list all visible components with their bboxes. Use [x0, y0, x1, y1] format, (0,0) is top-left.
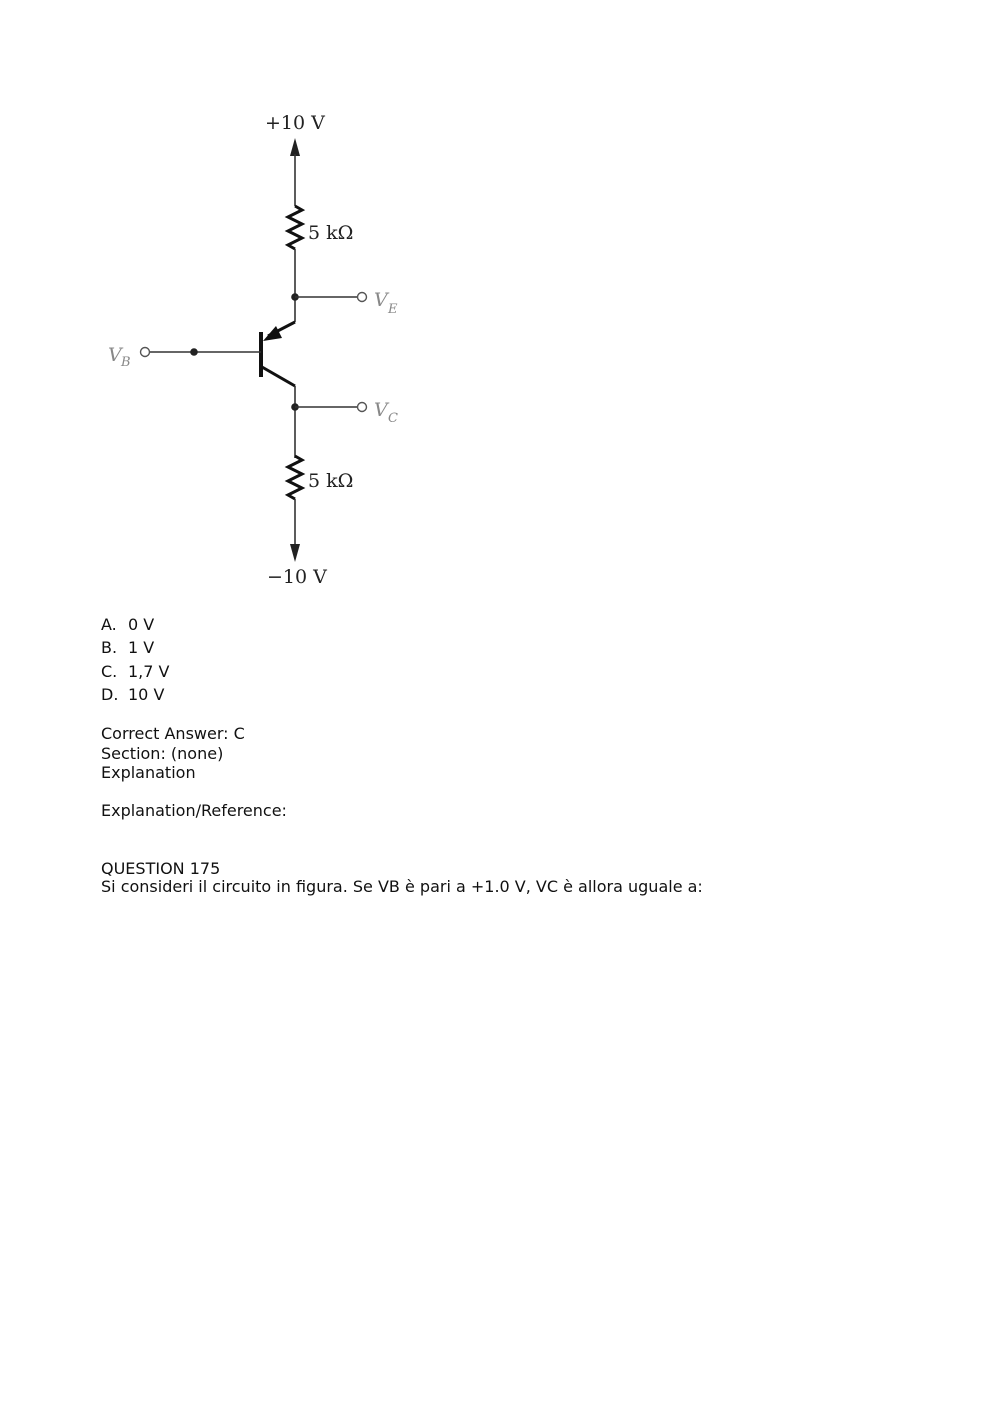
resistor-top	[288, 206, 302, 249]
node-vb-subscript: B	[121, 355, 131, 370]
resistor-bottom	[288, 456, 302, 499]
option-text: 1 V	[128, 638, 155, 658]
supply-bottom-arrow	[290, 544, 300, 562]
option-letter: D.	[101, 684, 119, 704]
section: Section: (none)	[101, 743, 224, 763]
option-c	[101, 660, 169, 683]
option-a	[101, 613, 169, 636]
answer-meta	[101, 724, 245, 783]
transistor-collector-lead	[262, 367, 295, 386]
terminal-vb	[141, 348, 150, 357]
answer-options	[101, 613, 169, 706]
option-letter: B.	[101, 638, 118, 658]
transistor-emitter-arrow	[263, 326, 282, 341]
terminal-ve	[358, 293, 367, 302]
node-vb-label: V	[108, 344, 122, 366]
terminal-vc	[358, 403, 367, 412]
option-text: 1,7 V	[128, 661, 170, 681]
option-text: 10 V	[128, 684, 165, 704]
resistor-top-label: 5 kΩ	[308, 222, 354, 244]
transistor-circuit-diagram	[90, 100, 430, 600]
explanation-reference: Explanation/Reference:	[101, 801, 287, 820]
resistor-bottom-label: 5 kΩ	[308, 470, 354, 492]
option-d	[101, 683, 169, 706]
explanation-heading: Explanation	[101, 763, 196, 782]
node-vc-subscript: C	[388, 411, 398, 426]
option-letter: A.	[101, 615, 117, 634]
correct-answer: Correct Answer: C	[101, 724, 245, 743]
node-dot-base	[190, 348, 198, 356]
question-number: QUESTION 175	[101, 859, 221, 878]
node-vc-label: V	[374, 399, 388, 421]
node-ve-label: V	[374, 289, 388, 311]
supply-bottom-label: −10 V	[267, 566, 327, 588]
option-letter: C.	[101, 661, 118, 681]
supply-top-label: +10 V	[265, 112, 325, 134]
supply-top-arrow	[290, 138, 300, 156]
option-b	[101, 636, 169, 659]
question-text: Si consideri il circuito in figura. Se VB è pari a +1.0 V, VC è allora uguale a:	[101, 877, 703, 896]
option-text: 0 V	[128, 615, 155, 634]
node-ve-subscript: E	[388, 302, 398, 317]
